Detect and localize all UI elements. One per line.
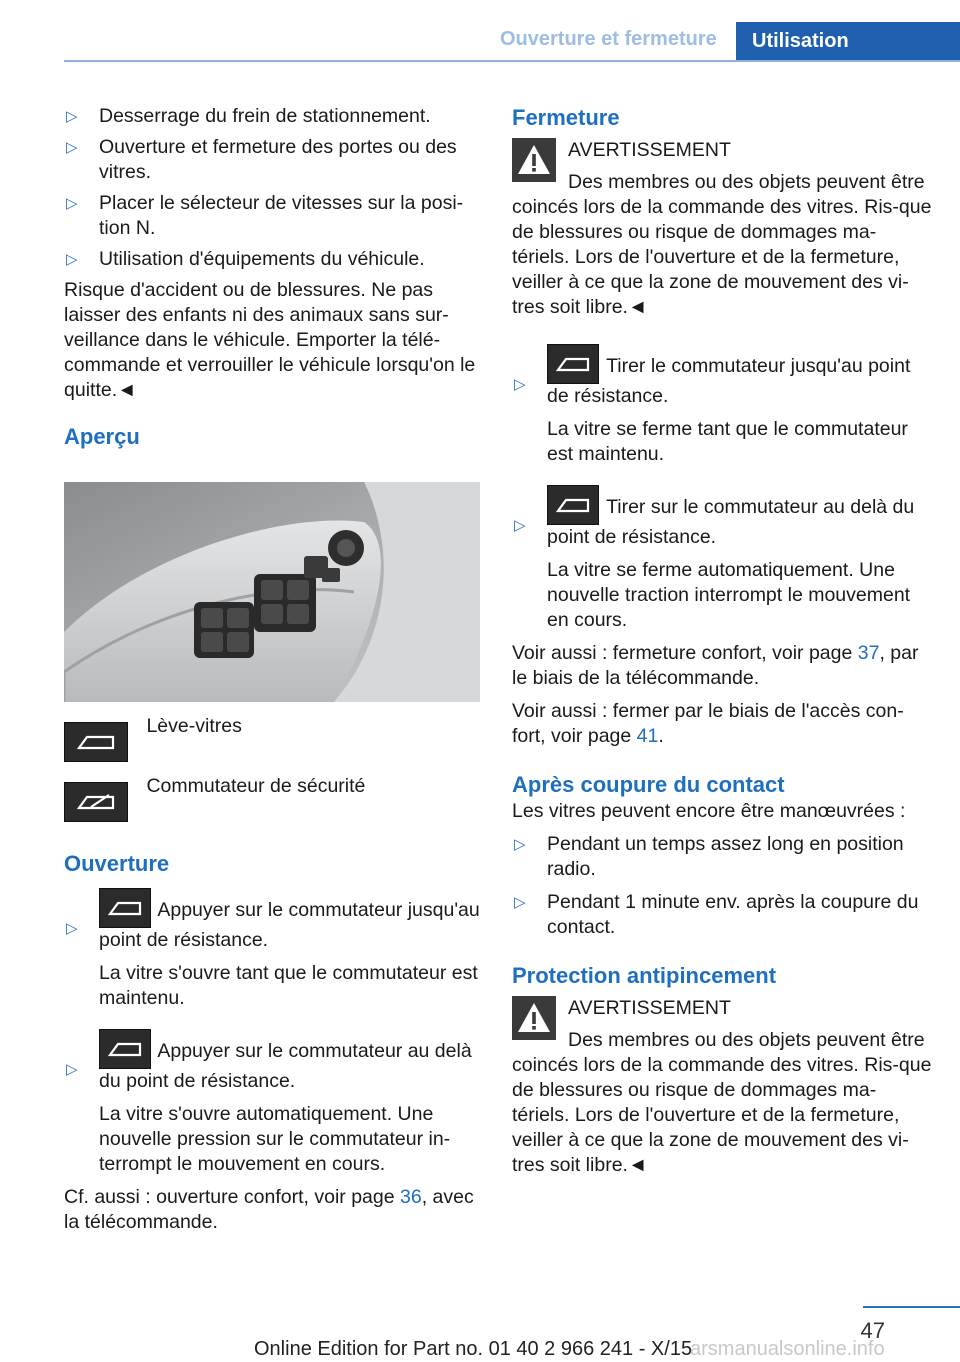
warning-box [512, 138, 932, 320]
watermark: arsmanualsonline.info [690, 1338, 885, 1360]
list-item: ▷ Pendant un temps assez long en position radio. [514, 833, 904, 880]
cf-paragraph: Cf. aussi : ouverture confort, voir page 36, avec la télécommande. [64, 1186, 474, 1233]
ouverture-list [64, 888, 480, 1177]
safety-switch-icon [64, 782, 128, 822]
apres-intro: Les vitres peuvent encore être manœuvrées : [512, 800, 906, 822]
warning-triangle-icon [512, 996, 556, 1040]
list-item: ▷ Pendant 1 minute env. après la coupure du contact. [514, 891, 919, 938]
conditions-list [64, 104, 480, 272]
triangle-bullet-icon: ▷ [66, 251, 78, 268]
list-item: ▷ Appuyer sur le commutateur au delà du point de résistance. La vitre s'ouvre automatiquement. Une nouvelle pression sur le commutateur in‐terrompt le mouvement en cours. [64, 1029, 480, 1177]
footer-rule [863, 1306, 960, 1308]
warning-text: Des membres ou des objets peuvent être coincés lors de la commande des vitres. Ris‐que de blessures ou risque de dommages ma‐tériels. Lors de l'ouverture et de la fermeture, veiller à ce que la zone de mouvement des vi‐tres soit libre.◄ [512, 1029, 932, 1176]
window-lifter-icon [99, 1029, 151, 1069]
triangle-bullet-icon: ▷ [514, 376, 526, 393]
list-item: ▷ Utilisation d'équipements du véhicule. [66, 248, 425, 270]
legend-window-lifter [64, 715, 242, 762]
door-switch-photo [64, 482, 480, 702]
apres-list [512, 832, 932, 940]
ouverture-section [64, 850, 480, 1235]
warning-text: Des membres ou des objets peuvent être coincés lors de la commande des vitres. Ris‐que de blessures ou risque de dommages ma‐tériels. Lors de l'ouverture et de la fermeture, veiller à ce que la zone de mouvement des vi‐tres soit libre.◄ [512, 171, 932, 318]
apres-heading: Après coupure du contact [512, 772, 785, 797]
legend-2-label: Commutateur de sécurité [146, 775, 366, 797]
warning-triangle-icon [512, 138, 556, 182]
voir-aussi-1: Voir aussi : fermeture confort, voir page 37, par le biais de la télécommande. [512, 642, 919, 689]
list-item: ▷ Tirer sur le commutateur au delà du point de résistance. La vitre se ferme automatiquement. Une nouvelle traction interrompt le mouvement en cours. [512, 485, 932, 633]
header-chapter-tab [736, 22, 960, 62]
header-section: Ouverture et fermeture [500, 28, 717, 50]
warning-box [512, 996, 932, 1178]
header-rule [64, 60, 960, 62]
list-item: ▷ Tirer le commutateur jusqu'au point de résistance. La vitre se ferme tant que le commutateur est maintenu. [512, 344, 932, 467]
page-link-37[interactable]: 37 [857, 642, 880, 664]
triangle-bullet-icon: ▷ [514, 517, 526, 534]
page-link-36[interactable]: 36 [400, 1186, 422, 1208]
legend-1-label: Lève-vitres [146, 715, 242, 737]
left-column [64, 104, 480, 451]
page-number: 47 [860, 1318, 885, 1343]
right-column [512, 104, 932, 1178]
list-item: ▷ Appuyer sur le commutateur jusqu'au point de résistance. La vitre s'ouvre tant que le commutateur est maintenu. [64, 888, 480, 1011]
page-link-41[interactable]: 41 [636, 725, 659, 747]
footer-edition: Online Edition for Part no. 01 40 2 966 241 - X/15 [254, 1338, 693, 1360]
triangle-bullet-icon: ▷ [66, 108, 78, 125]
triangle-bullet-icon: ▷ [66, 195, 78, 212]
list-item: ▷ Desserrage du frein de stationnement. [66, 105, 431, 127]
voir-aussi-2: Voir aussi : fermer par le biais de l'accès con‐fort, voir page 41. [512, 700, 904, 747]
triangle-bullet-icon: ▷ [66, 139, 78, 156]
legend-safety-switch [64, 775, 366, 822]
warning-label: AVERTISSEMENT [568, 139, 731, 161]
list-item: ▷ Ouverture et fermeture des portes ou des vitres. [66, 136, 457, 183]
fermeture-list [512, 344, 932, 633]
risk-paragraph: Risque d'accident ou de blessures. Ne pas laisser des enfants ni des animaux sans sur‐veillance dans le véhicule. Emporter la télé‐commande et verrouiller le véhicule lorsqu'on le quitte.◄ [64, 279, 476, 401]
protection-heading: Protection antipincement [512, 963, 777, 988]
triangle-bullet-icon: ▷ [514, 894, 526, 911]
fermeture-heading: Fermeture [512, 105, 620, 130]
window-lifter-icon [547, 485, 599, 525]
window-lifter-icon [64, 722, 128, 762]
apercu-heading: Aperçu [64, 424, 140, 449]
window-lifter-icon [547, 344, 599, 384]
list-item: ▷ Placer le sélecteur de vitesses sur la posi‐tion N. [66, 192, 464, 239]
warning-label: AVERTISSEMENT [568, 997, 731, 1019]
triangle-bullet-icon: ▷ [66, 920, 78, 937]
triangle-bullet-icon: ▷ [514, 836, 526, 853]
window-lifter-icon [99, 888, 151, 928]
triangle-bullet-icon: ▷ [66, 1061, 78, 1078]
header-chapter-label: Utilisation [752, 30, 849, 52]
ouverture-heading: Ouverture [64, 851, 170, 876]
